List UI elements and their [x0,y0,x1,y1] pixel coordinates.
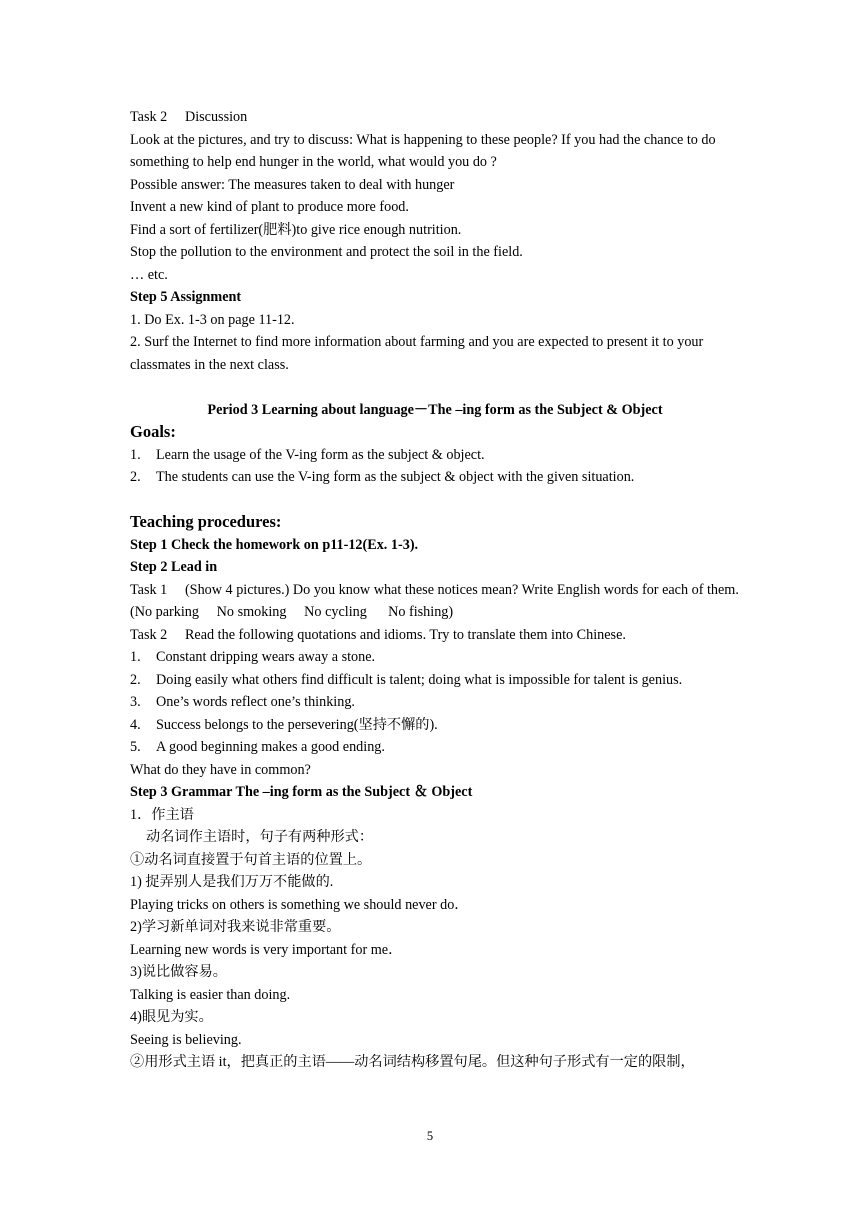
grammar-line: 动名词作主语时，句子有两种形式： [146,829,374,845]
grammar-line: Playing tricks on others is something we should never do． [130,896,469,913]
goals-heading: Goals: [130,422,176,441]
spacer [130,376,740,399]
quotation-item [130,736,740,759]
task2-question: Look at the pictures, and try to discuss: What is happening to these people? If you had the chance to do something to help end hunger in the world, what would you do ? [130,131,716,170]
quotation-number: 4. [130,716,141,733]
task2b-text: Task 2 Read the following quotations and idioms. Try to translate them into Chinese. [130,626,626,643]
notices-line: (No parking No smoking No cycling No fishing) [130,604,454,620]
grammar-line: 4)眼见为实。 [130,1009,213,1025]
page-content [130,106,740,1074]
goal-item [130,444,740,467]
grammar-line: Talking is easier than doing. [130,986,291,1003]
goal-number: 1. [130,446,141,463]
quotation-text: One’s words reflect one’s thinking. [156,694,355,710]
possible-answer: Possible answer: The measures taken to deal with hunger [130,176,455,193]
period3-title: Period 3 Learning about language－The –ing form as the Subject & Object [207,401,663,418]
step2-heading: Step 2 Lead in [130,559,218,575]
grammar-line: 2)学习新单词对我来说非常重要。 [130,919,341,935]
assignment-line: 1. Do Ex. 1-3 on page 11-12. [130,311,295,328]
common-question: What do they have in common? [130,761,311,778]
step1-heading: Step 1 Check the homework on p11-12(Ex. 1-3). [130,536,419,553]
quotation-item [130,646,740,669]
quotation-text: A good beginning makes a good ending. [156,739,385,755]
grammar-line: ②用形式主语 it，把真正的主语——动名词结构移置句尾。但这种句子形式有一定的限制， [130,1054,695,1070]
procedures-heading: Teaching procedures: [130,512,282,531]
grammar-line: 1) 捉弄别人是我们万万不能做的. [130,874,334,890]
answer-line: … etc. [130,266,168,283]
task2-heading: Task 2 Discussion [130,109,248,125]
page-number: 5 [426,1129,434,1143]
grammar-line: ①动名词直接置于句首主语的位置上。 [130,851,372,868]
assignment-line: 2. Surf the Internet to find more information about farming and you are expected to present it to your classmates in the next class. [130,334,704,373]
goal-number: 2. [130,469,141,485]
quotation-item [130,714,740,737]
quotation-text: Success belongs to the persevering(坚持不懈的). [156,716,438,733]
grammar-line: 1．作主语 [130,806,194,823]
quotation-item [130,691,740,714]
step5-heading: Step 5 Assignment [130,289,242,305]
grammar-line: 3)说比做容易。 [130,964,227,980]
task1-text: Task 1 (Show 4 pictures.) Do you know what these notices mean? Write English words for each of them. [130,581,739,598]
answer-line: Invent a new kind of plant to produce more food. [130,199,409,215]
quotation-number: 3. [130,694,141,710]
quotation-number: 5. [130,739,141,755]
goal-text: The students can use the V-ing form as the subject & object with the given situation. [156,469,635,485]
goal-text: Learn the usage of the V-ing form as the subject & object. [156,446,485,463]
spacer [130,489,740,512]
quotation-item [130,669,740,692]
quotation-text: Doing easily what others find difficult is talent; doing what is impossible for talent is genius. [156,671,683,688]
goal-item [130,466,740,489]
quotation-text: Constant dripping wears away a stone. [156,649,376,665]
quotation-number: 1. [130,649,141,665]
quotation-number: 2. [130,671,141,688]
answer-line: Stop the pollution to the environment and protect the soil in the field. [130,244,523,260]
grammar-line: Seeing is believing. [130,1031,242,1048]
grammar-line: Learning new words is very important for me． [130,941,403,958]
step3-heading: Step 3 Grammar The –ing form as the Subject ＆ Object [130,784,473,800]
answer-line: Find a sort of fertilizer(肥料)to give rice enough nutrition. [130,221,462,238]
